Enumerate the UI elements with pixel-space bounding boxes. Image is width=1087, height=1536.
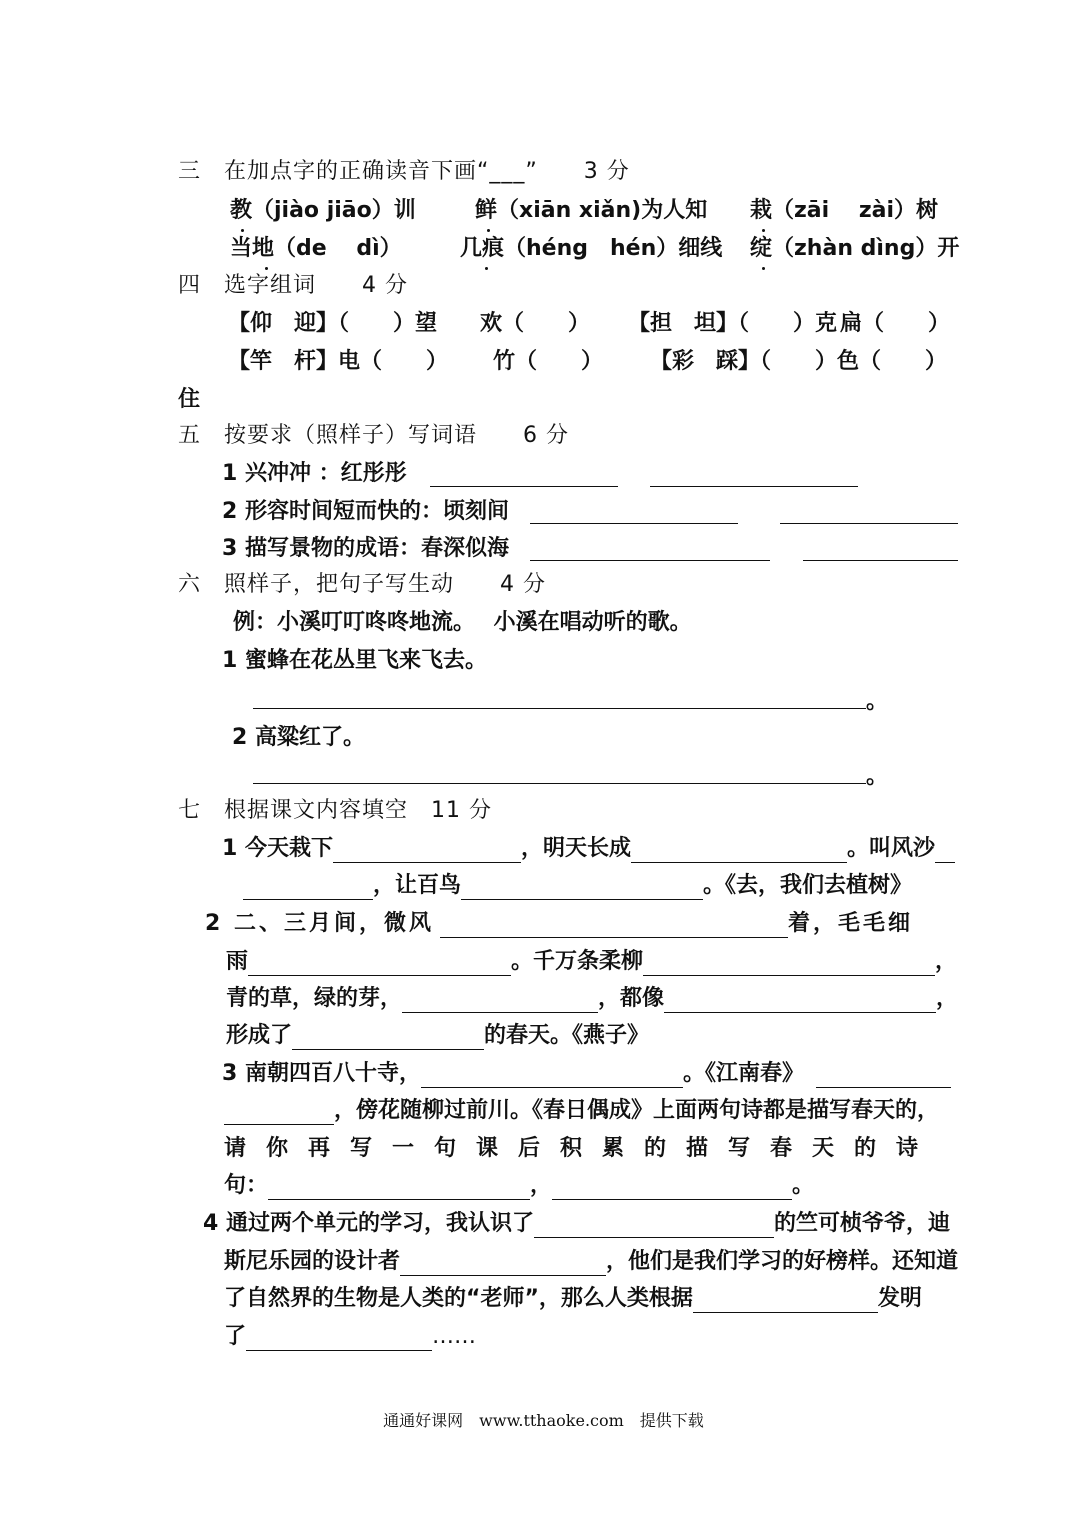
answer-blank[interactable] bbox=[780, 523, 958, 524]
section-5-item-1: 1 兴冲冲 ：红彤彤 bbox=[222, 461, 407, 486]
answer-line[interactable] bbox=[253, 708, 866, 709]
word-choice-item: 【彩 踩】（ ）色（ ） bbox=[650, 349, 948, 374]
sentence-period: 。 bbox=[866, 689, 889, 714]
answer-blank[interactable] bbox=[461, 877, 703, 900]
answer-blank[interactable] bbox=[430, 486, 618, 487]
word-choice-item: 【仰 迎】（ ）望 bbox=[228, 311, 438, 336]
section-6-item-2: 2 高粱红了。 bbox=[232, 725, 365, 750]
answer-line[interactable] bbox=[253, 783, 866, 784]
question-text: …… bbox=[432, 1324, 477, 1349]
answer-blank[interactable] bbox=[650, 486, 858, 487]
pinyin-item: 几痕（héng hén）细线 bbox=[460, 236, 723, 261]
question-text: 发明 bbox=[877, 1286, 922, 1311]
answer-blank[interactable] bbox=[333, 840, 521, 863]
answer-blank[interactable] bbox=[292, 1027, 484, 1050]
question-2-line-2 bbox=[226, 948, 957, 976]
question-text: 。 bbox=[792, 1173, 815, 1198]
question-text: 斯尼乐园的设计者 bbox=[224, 1249, 401, 1274]
question-text: 的春天。《燕子》 bbox=[484, 1023, 650, 1048]
answer-blank[interactable] bbox=[246, 1328, 432, 1351]
answer-blank[interactable] bbox=[803, 560, 958, 561]
pinyin-item: 栽（zāi zài）树 bbox=[750, 198, 939, 223]
pinyin-item: 鲜（xiān xiǎn)为人知 bbox=[475, 198, 708, 223]
emphasis-dot bbox=[762, 267, 765, 270]
section-3-heading: 三 在加点字的正确读音下画“___” 3 分 bbox=[178, 159, 630, 184]
word-choice-item: 【竿 杆】电（ ） bbox=[228, 349, 449, 374]
question-text: 。叫风沙 bbox=[846, 836, 935, 861]
answer-blank[interactable] bbox=[268, 1177, 530, 1200]
answer-blank[interactable] bbox=[664, 990, 936, 1013]
question-text: 形成了 bbox=[226, 1023, 293, 1048]
question-text: ， bbox=[936, 986, 959, 1011]
word-choice-item: 【担 坦】（ ）克 bbox=[628, 311, 838, 336]
question-3-line-3: 请你再写一句课后积累的描写春天的诗 bbox=[224, 1136, 939, 1161]
question-text: 了自然界的生物是人类的“老师”，那么人类根据 bbox=[224, 1286, 693, 1311]
answer-blank[interactable] bbox=[400, 1253, 606, 1276]
pinyin-item: 当地（de dì） bbox=[230, 236, 402, 261]
question-text: ，傍花随柳过前川。《春日偶成》上面两句诗都是描写春天的， bbox=[334, 1098, 940, 1123]
question-text: 。《江南春》 bbox=[682, 1061, 804, 1086]
question-text: 3 南朝四百八十寺， bbox=[222, 1061, 421, 1086]
answer-blank[interactable] bbox=[552, 1177, 792, 1200]
answer-blank[interactable] bbox=[530, 560, 770, 561]
question-text: 。《去，我们去植树》 bbox=[703, 873, 913, 898]
question-text: 。千万条柔柳 bbox=[511, 949, 644, 974]
word-choice-item: 竹（ ） bbox=[493, 349, 604, 374]
question-text: 的竺可桢爷爷，迪 bbox=[773, 1211, 950, 1236]
question-text: 了 bbox=[224, 1324, 247, 1349]
question-text: ，他们是我们学习的好榜样。还知道 bbox=[606, 1249, 959, 1274]
question-text: ，都像 bbox=[598, 986, 665, 1011]
question-2-line-4 bbox=[226, 1022, 649, 1050]
section-5-heading: 五 按要求（照样子）写词语 6 分 bbox=[178, 423, 569, 448]
question-text: 着，毛毛细 bbox=[787, 911, 913, 936]
question-text: 青的草，绿的芽， bbox=[226, 986, 403, 1011]
section-6-heading: 六 照样子，把句子写生动 4 分 bbox=[178, 572, 546, 597]
emphasis-dot bbox=[487, 229, 490, 232]
answer-blank[interactable] bbox=[402, 990, 598, 1013]
question-1-line-1 bbox=[222, 835, 955, 863]
question-3-line-4 bbox=[224, 1172, 814, 1200]
section-5-item-2: 2 形容时间短而快的：顷刻间 bbox=[222, 499, 509, 524]
section-6-example: 例：小溪叮叮咚咚地流。 小溪在唱动听的歌。 bbox=[233, 610, 692, 635]
section-4-overflow: 住 bbox=[178, 387, 201, 412]
answer-blank[interactable] bbox=[643, 953, 935, 976]
question-text: ， bbox=[530, 1173, 553, 1198]
answer-blank[interactable] bbox=[693, 1290, 878, 1313]
emphasis-dot bbox=[762, 229, 765, 232]
answer-blank[interactable] bbox=[534, 1215, 774, 1238]
answer-blank[interactable] bbox=[530, 523, 738, 524]
section-7-heading: 七 根据课文内容填空 11 分 bbox=[178, 798, 492, 823]
section-5-item-3: 3 描写景物的成语：春深似海 bbox=[222, 536, 509, 561]
question-4-line-1 bbox=[203, 1210, 950, 1238]
question-text: 2 二、三月间，微风 bbox=[205, 911, 434, 936]
section-4-heading: 四 选字组词 4 分 bbox=[178, 273, 408, 298]
question-3-line-2 bbox=[224, 1097, 939, 1125]
question-text: 1 今天栽下 bbox=[222, 836, 333, 861]
emphasis-dot bbox=[265, 267, 268, 270]
answer-blank[interactable] bbox=[421, 1065, 683, 1088]
question-4-line-4 bbox=[224, 1323, 476, 1351]
answer-blank[interactable] bbox=[816, 1065, 951, 1088]
question-1-line-2 bbox=[243, 872, 912, 900]
question-3-line-1 bbox=[222, 1060, 951, 1088]
question-text: 4 通过两个单元的学习，我认识了 bbox=[203, 1211, 534, 1236]
question-4-line-2 bbox=[224, 1248, 958, 1276]
section-6-item-1: 1 蜜蜂在花丛里飞来飞去。 bbox=[222, 648, 487, 673]
question-text: ，让百鸟 bbox=[373, 873, 462, 898]
question-text: ， bbox=[935, 949, 958, 974]
question-text: ，明天长成 bbox=[520, 836, 631, 861]
answer-blank[interactable] bbox=[631, 840, 847, 863]
answer-blank[interactable] bbox=[440, 915, 788, 938]
sentence-period: 。 bbox=[866, 764, 889, 789]
page-footer: 通通好课网 www.tthaoke.com 提供下载 bbox=[383, 1411, 704, 1430]
word-choice-item: 欢（ ） bbox=[480, 311, 591, 336]
emphasis-dot bbox=[485, 267, 488, 270]
answer-blank[interactable] bbox=[243, 877, 373, 900]
word-choice-item: 扁（ ） bbox=[840, 311, 951, 336]
question-text: 雨 bbox=[226, 949, 249, 974]
question-2-line-1 bbox=[205, 910, 913, 938]
pinyin-item: 教（jiào jiāo）训 bbox=[230, 198, 416, 223]
answer-blank[interactable] bbox=[224, 1102, 334, 1125]
emphasis-dot bbox=[241, 229, 244, 232]
question-text: 句： bbox=[224, 1173, 269, 1198]
question-4-line-3 bbox=[224, 1285, 922, 1313]
pinyin-item: 绽（zhàn dìng）开 bbox=[750, 236, 960, 261]
answer-blank[interactable] bbox=[935, 840, 955, 863]
question-2-line-3 bbox=[226, 985, 958, 1013]
answer-blank[interactable] bbox=[248, 953, 511, 976]
